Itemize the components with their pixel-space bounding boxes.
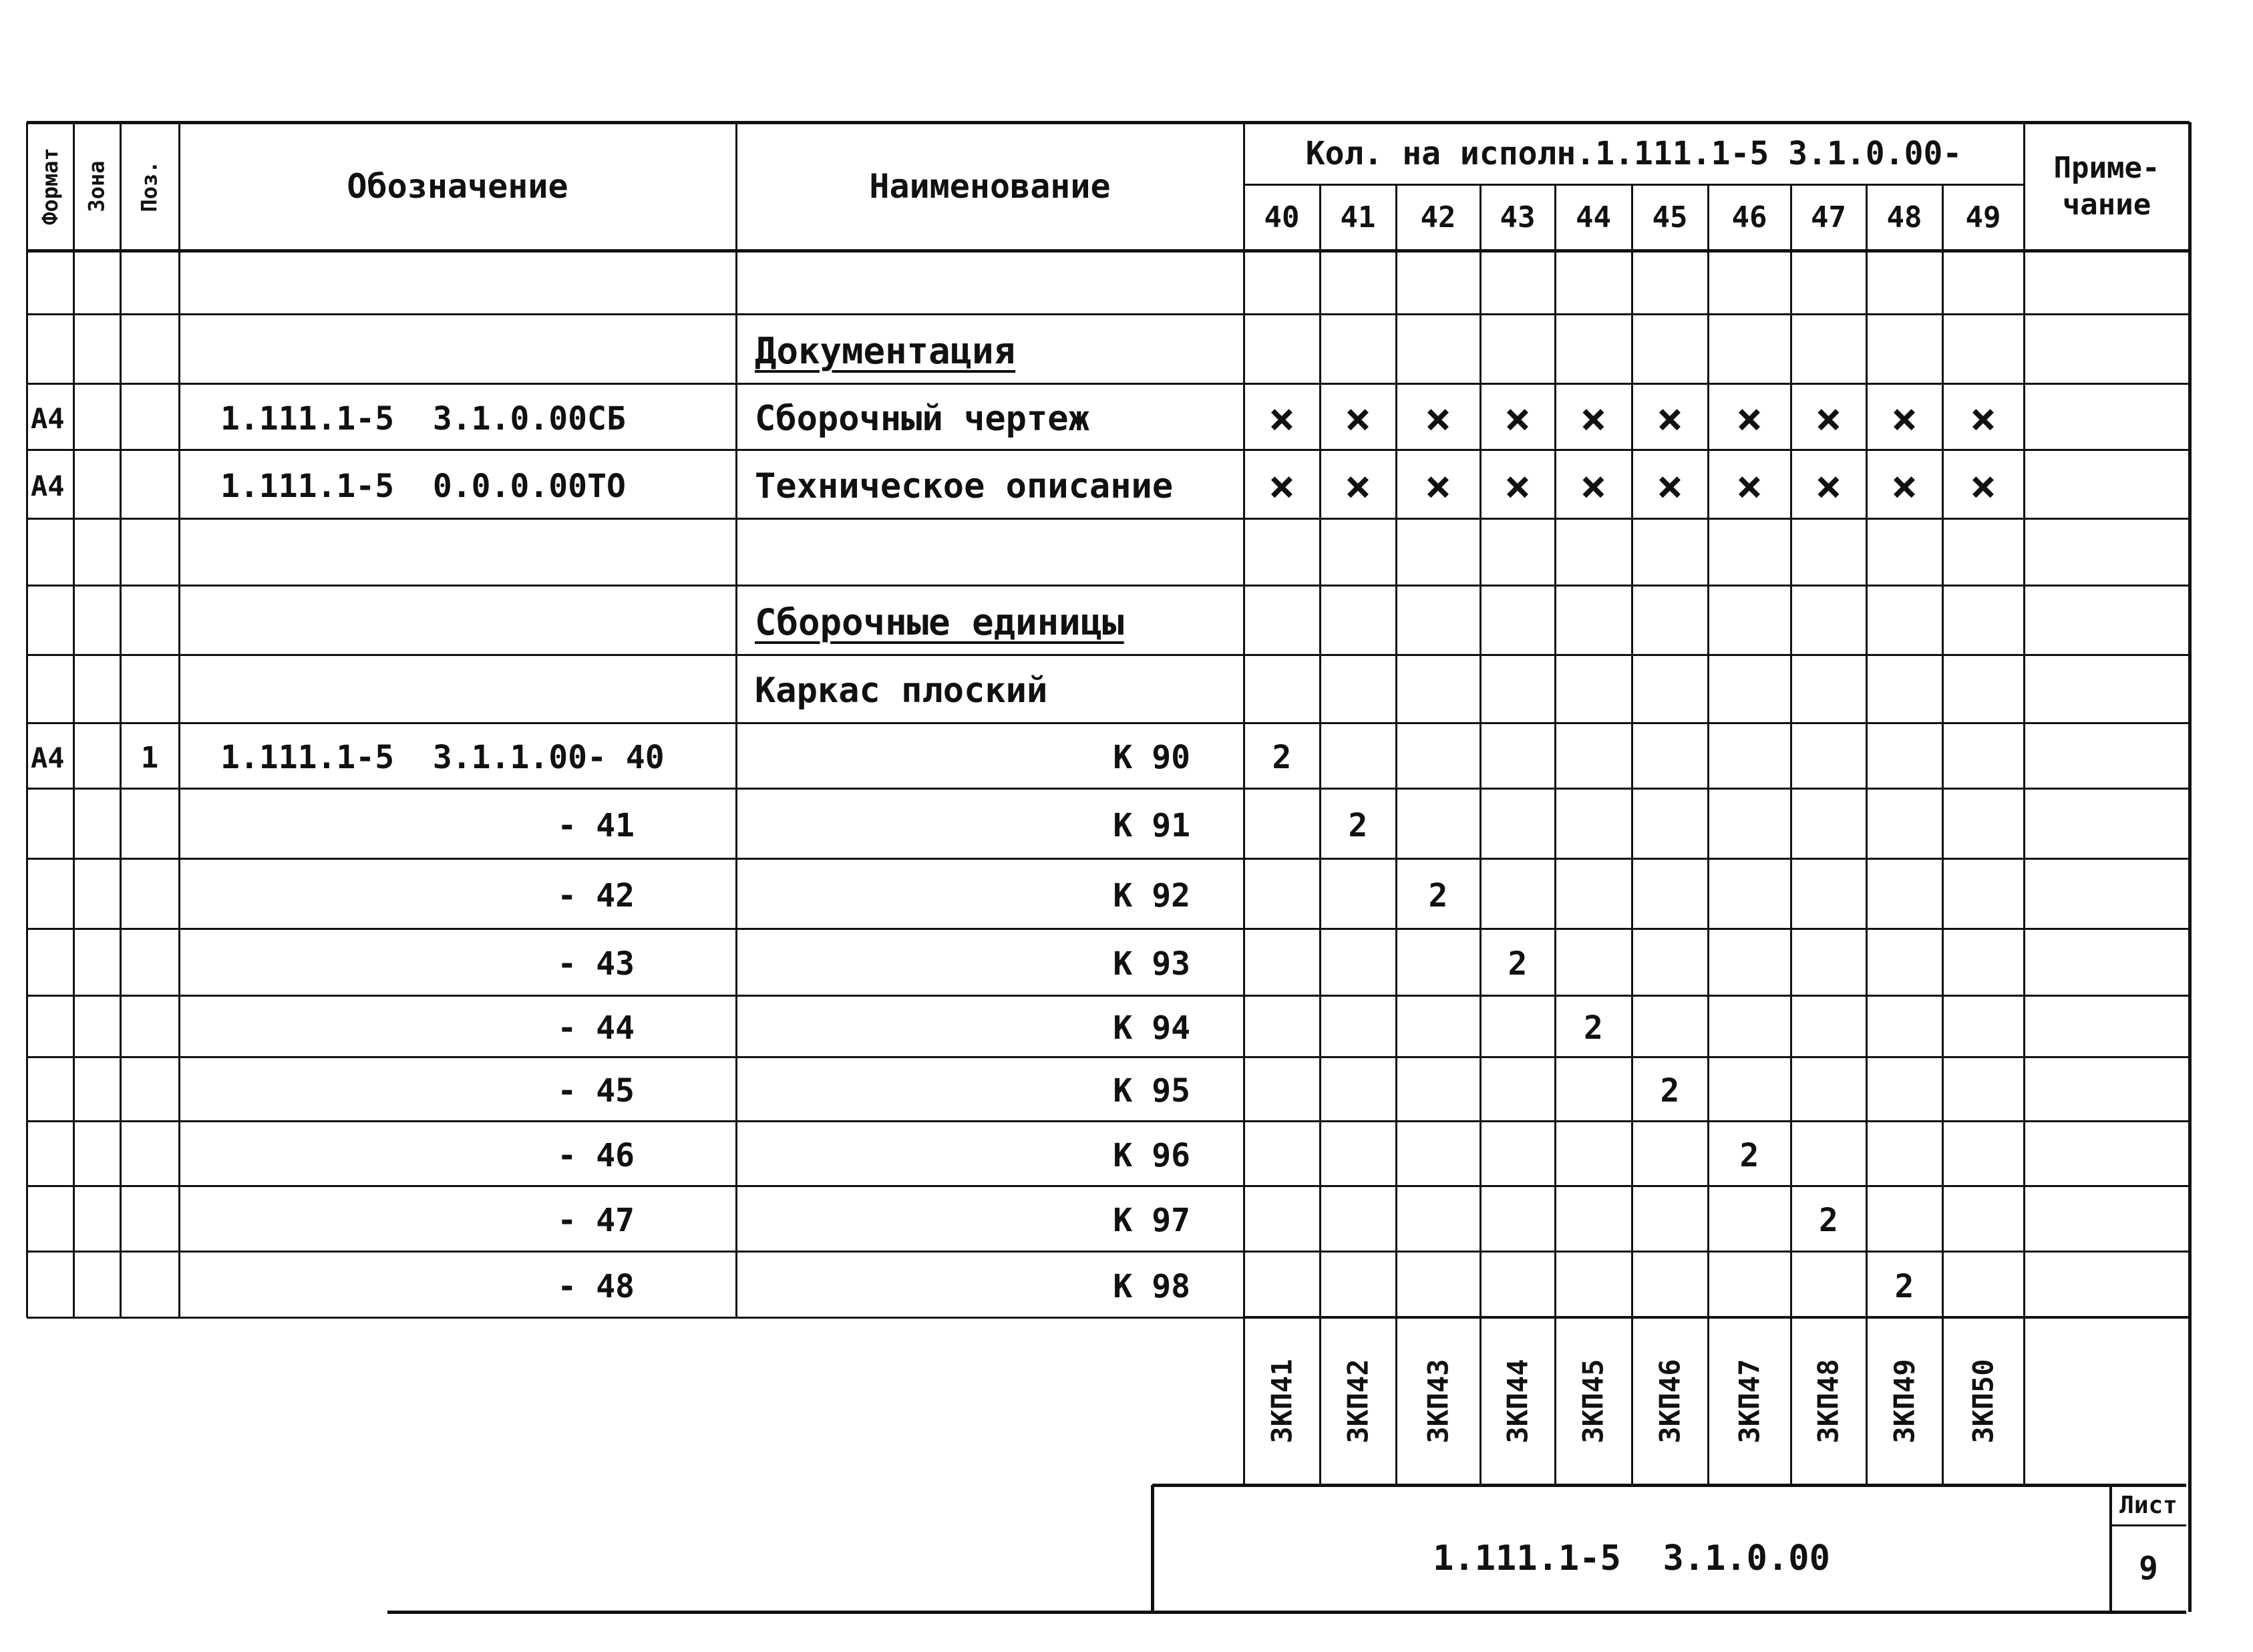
variant-label [1396,1317,1480,1485]
row-qty: 2 [1348,806,1368,844]
variant-label [1244,1317,1320,1485]
grid-line-v [2023,122,2025,1317]
row-qty: 2 [1584,1009,1603,1047]
header-format [27,122,73,251]
row-qty-mark: × [1268,393,1295,444]
grid-line-v [1942,184,1944,1317]
row-qty-mark: × [1815,393,1842,444]
variant-label-text: ЗКП47 [1733,1359,1766,1444]
row-name: К 95 [1113,1072,1190,1110]
row-qty: 2 [1508,945,1528,983]
header-pos [120,122,179,251]
variant-label-text: ЗКП46 [1653,1359,1687,1444]
row-name: К 94 [1113,1009,1190,1047]
grid-line-v [26,122,28,1317]
grid-line-v [2188,122,2192,1317]
grid-line-v [1631,184,1633,1317]
header-format-text: Формат [37,148,63,225]
row-qty: 2 [1739,1136,1759,1174]
row-designation: - 45 [557,1072,635,1110]
row-section-title: Документация [755,329,1016,372]
variant-label [1320,1317,1396,1485]
row-name: К 90 [1113,739,1190,776]
variant-label-text: ЗКП49 [1888,1359,1921,1444]
variant-label [1866,1317,1942,1485]
row-qty-mark: × [1345,460,1371,512]
title-block-code: 1.111.1-5 3.1.0.00 [1433,1538,1830,1579]
grid-line-v [73,122,75,1317]
row-qty-mark: × [1425,460,1451,512]
header-variant-48: 48 [1886,200,1922,234]
row-name: К 91 [1113,806,1190,844]
variant-label [1708,1317,1791,1485]
header-variant-41: 41 [1340,200,1376,234]
variant-label [1942,1317,2024,1485]
row-designation: - 43 [557,945,635,983]
row-designation: 1.111.1-5 0.0.0.00ТО [220,467,626,505]
row-name: Техническое описание [755,466,1174,506]
row-qty-mark: × [1657,393,1683,444]
row-qty-mark: × [1504,460,1531,512]
header-name: Наименование [869,167,1111,206]
variant-label-text: ЗКП45 [1577,1359,1610,1444]
header-designation: Обозначение [347,167,568,206]
row-qty: 2 [1894,1267,1914,1305]
grid-line-v [2188,1317,2192,1612]
row-format: А4 [31,741,65,774]
row-designation: - 46 [557,1136,635,1174]
header-variant-43: 43 [1500,200,1536,234]
grid-line-v [1395,184,1397,1317]
row-qty: 2 [1819,1202,1838,1239]
grid-line-v [120,122,122,1317]
row-qty-mark: × [1504,393,1531,444]
row-qty-mark: × [1736,393,1763,444]
row-qty-mark: × [1891,460,1918,512]
row-qty-mark: × [1425,393,1451,444]
header-variant-44: 44 [1576,200,1611,234]
row-qty-mark: × [1657,460,1683,512]
row-name: К 93 [1113,945,1190,983]
variant-label-text: ЗКП48 [1812,1359,1845,1444]
row-name: К 97 [1113,1202,1190,1239]
row-qty-mark: × [1970,393,1997,444]
variant-label-text: ЗКП50 [1966,1359,2000,1444]
variant-label [1555,1317,1632,1485]
variant-label-text: ЗКП42 [1341,1359,1375,1444]
variant-label [1480,1317,1555,1485]
row-qty-mark: × [1736,460,1763,512]
row-qty-mark: × [1891,393,1918,444]
row-qty-mark: × [1345,393,1371,444]
header-variant-46: 46 [1731,200,1767,234]
row-designation: - 44 [557,1009,635,1047]
row-qty-mark: × [1970,460,1997,512]
title-block-sheet-number: 9 [2139,1550,2158,1587]
grid-line-v [1866,184,1868,1317]
row-name: Каркас плоский [755,671,1048,711]
header-variant-45: 45 [1652,200,1688,234]
row-format: А4 [31,402,65,435]
header-variant-47: 47 [1811,200,1846,234]
title-block-sheet-label: Лист [2119,1491,2178,1519]
row-designation: 1.111.1-5 3.1.0.00СБ [220,399,626,438]
row-name: Сборочный чертеж [755,398,1089,439]
row-pos: 1 [140,740,159,775]
row-designation: - 47 [557,1202,635,1239]
row-name: К 96 [1113,1136,1190,1174]
variant-label [1632,1317,1708,1485]
row-name: К 92 [1113,876,1190,915]
row-qty-mark: × [1580,460,1607,512]
row-format: А4 [31,470,65,502]
row-qty-mark: × [1268,460,1295,512]
row-designation: 1.111.1-5 3.1.1.00- 40 [220,739,665,776]
row-qty-mark: × [1580,393,1607,444]
header-zone [73,122,120,251]
header-pos-text: Поз. [137,160,162,212]
row-designation: - 42 [557,876,635,915]
row-designation: - 48 [557,1267,635,1305]
variant-label-text: ЗКП44 [1501,1359,1534,1444]
variant-label [1791,1317,1866,1485]
variant-label-text: ЗКП43 [1421,1359,1455,1444]
header-qty-title: Кол. на исполн.1.111.1-5 3.1.0.00- [1305,134,1962,172]
header-zone-text: Зона [84,160,110,212]
header-note: Приме- чание [2053,151,2160,222]
header-variant-40: 40 [1264,200,1300,234]
row-qty: 2 [1428,876,1448,915]
variant-label-text: ЗКП41 [1265,1359,1298,1444]
row-section-title: Сборочные единицы [755,601,1124,643]
grid-line-v [1554,184,1556,1317]
row-qty: 2 [1272,739,1292,776]
row-qty: 2 [1660,1072,1680,1110]
header-variant-49: 49 [1965,200,2001,234]
grid-line-v [1480,184,1482,1317]
row-designation: - 41 [557,806,635,844]
row-name: К 98 [1113,1267,1190,1305]
header-variant-42: 42 [1420,200,1456,234]
row-qty-mark: × [1815,460,1842,512]
